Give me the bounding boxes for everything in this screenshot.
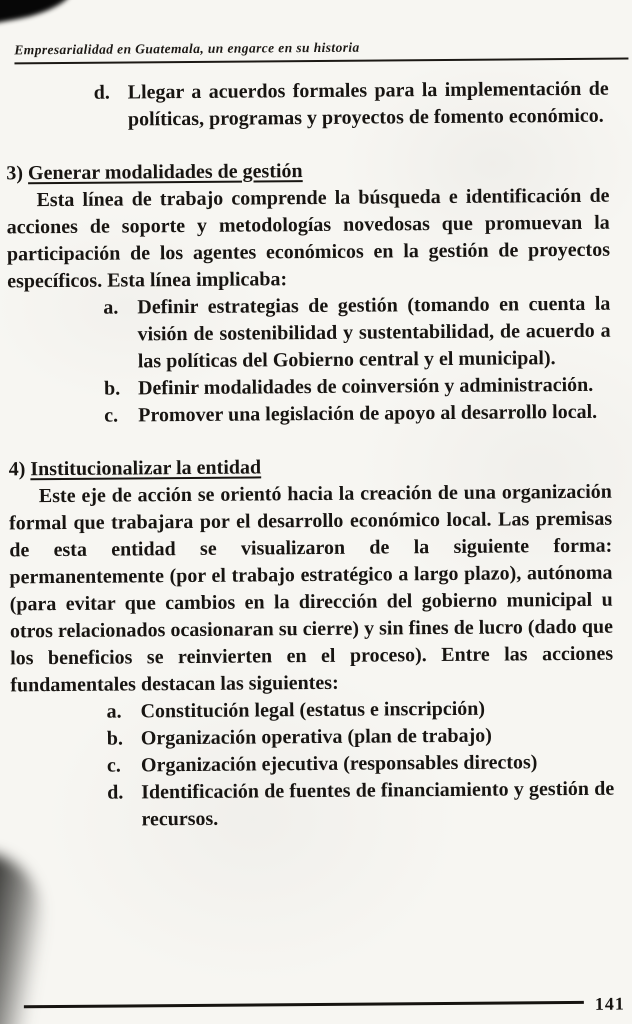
section-3 (6, 156, 611, 431)
list-item-text: Definir modalidades de coinversión y administración. (137, 373, 594, 400)
list-item-text: Organización operativa (plan de trabajo) (140, 724, 492, 750)
list-item-text: Identificación de fuentes de financiamiento y gestión de recursos. (141, 777, 615, 831)
list-marker: c. (106, 754, 121, 777)
list-marker: d. (107, 781, 124, 804)
section-number: 4) (8, 458, 26, 481)
list-item-d-intro (94, 76, 609, 134)
running-header-title: Empresarialidad en Guatemala, un engarce en su historia (14, 39, 360, 58)
list-marker: b. (103, 377, 121, 400)
list-marker: c. (104, 404, 119, 427)
footer-rule (24, 1001, 584, 1008)
text-column (6, 76, 615, 835)
page-number: 141 (594, 993, 625, 1014)
list-item (107, 749, 614, 780)
list-item (104, 399, 611, 430)
section-3-list (103, 291, 611, 430)
list-marker: b. (106, 727, 123, 750)
section-4-list (106, 695, 614, 834)
section-title: Institucionalizar la entidad (30, 456, 262, 481)
list-item (103, 291, 611, 376)
list-marker: d. (93, 81, 110, 104)
running-header (14, 38, 628, 65)
list-item (107, 776, 614, 834)
section-number: 3) (6, 162, 24, 185)
section-4 (9, 452, 615, 835)
list-item-text: Llegar a acuerdos formales para la implementación de políticas, programas y proyectos de fomento económico. (127, 77, 609, 131)
section-4-paragraph: Este eje de acción se orientó hacia la creación de una organización formal que trabajara por el desarrollo económico local. Las premisas de esta entidad se visualizaron de la siguiente forma: permanentemente (por el trabajo estratégico a largo plazo), autónoma (para evitar que cambios en la dirección del gobierno municipal u otros relacionados ocasionaran su cierre) y sin fines de lucro (dado que los beneficios se reinvierten en el proceso). Entre las acciones fundamentales destacan las siguientes: (8, 480, 614, 697)
list-item-text: Organización ejecutiva (responsables directos) (140, 751, 538, 777)
list-item-text: Promover una legislación de apoyo al desarrollo local. (138, 400, 598, 427)
list-item (104, 372, 611, 403)
list-item (106, 695, 613, 726)
list-item-text: Definir estrategias de gestión (tomando en cuenta la visión de sostenibilidad y sustentabilidad, de acuerdo a las políticas del Gobierno central y el municipal). (137, 292, 611, 373)
list-marker: a. (103, 296, 119, 319)
list-item-text: Constitución legal (estatus e inscripción) (140, 697, 486, 723)
list-item (107, 722, 614, 753)
list-marker: a. (106, 700, 122, 723)
section-3-paragraph: Esta línea de trabajo comprende la búsqueda e identificación de acciones de soporte y metodologías novedosas que promuevan la participación de los agentes económicos en la gestión de proyectos específicos. Esta línea implicaba: (6, 184, 611, 293)
section-title: Generar modalidades de gestión (27, 160, 303, 185)
